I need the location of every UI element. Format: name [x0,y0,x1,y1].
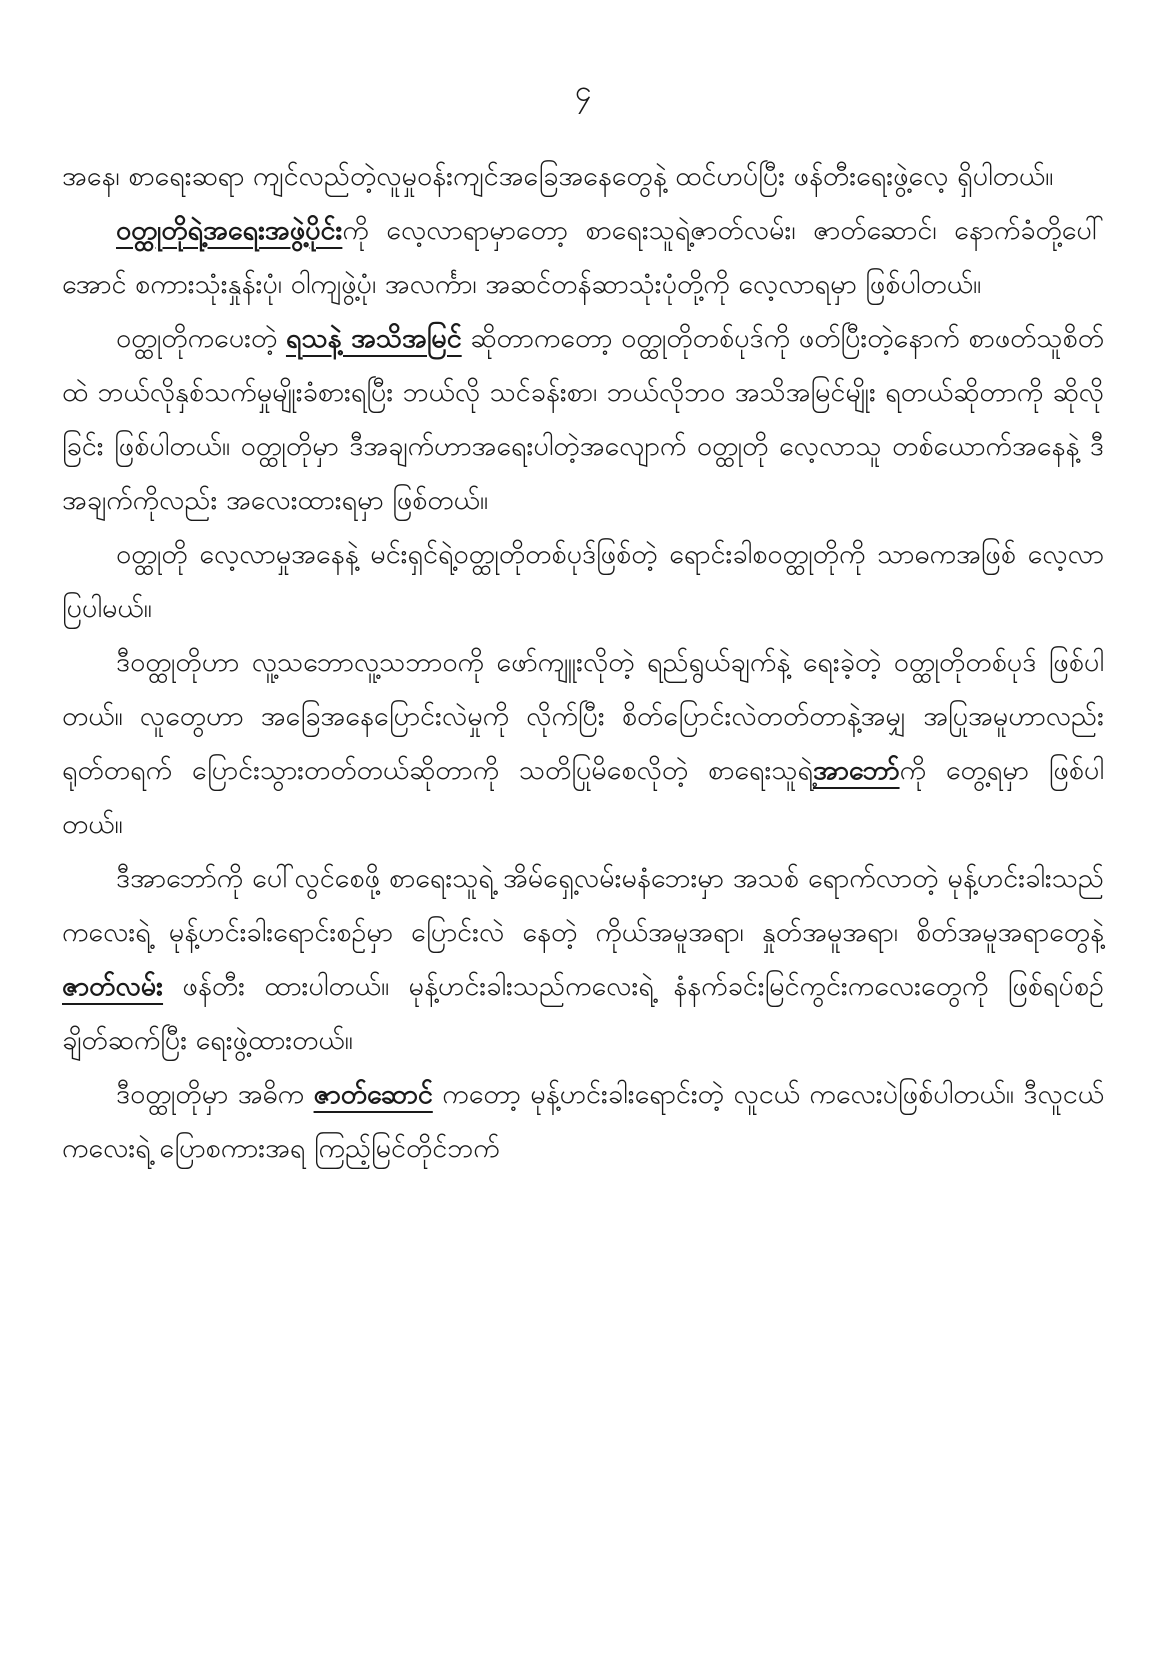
text-run: ဒီဝတ္ထုတိုမှာ အဓိက [116,1079,314,1110]
body-text [62,150,1104,1176]
text-run: ကို လေ့လာရာမှာတော့ စာရေးသူရဲ့ဇာတ်လမ်း၊ ဇာတ်ဆောင်၊ နောက်ခံတို့ပေါ်အောင် စကားသုံးနှုန်းပုံ၊ ဝါကျဖွဲ့ပုံ၊ အလင်္ကာ၊ အဆင်တန်ဆာသုံးပုံတို့ကို လေ့လာရမှာ ဖြစ်ပါတယ်။ [62,215,1104,300]
text-run: ဝတ္ထုတိုကပေးတဲ့ [116,323,286,354]
emphasized-term: ဝတ္ထုတိုရဲ့အရေးအဖွဲ့ပိုင်း [116,215,343,246]
text-run: ဝတ္ထုတို လေ့လာမှုအနေနဲ့ မင်းရှင်ရဲ့ဝတ္ထုတိုတစ်ပုဒ်ဖြစ်တဲ့ ရောင်းခါစဝတ္ထုတိုကို သာဓကအဖြစ် လေ့လာပြပါမယ်။ [62,539,1104,624]
emphasized-term: အာဘော် [812,755,900,786]
text-run: ဒီဝတ္ထုတိုဟာ လူ့သဘောလူ့သဘာဝကို ဖော်ကျူးလိုတဲ့ ရည်ရွယ်ချက်နဲ့ ရေးခဲ့တဲ့ ဝတ္ထုတိုတစ်ပုဒ် ဖြစ်ပါတယ်။ လူတွေဟာ အခြေအနေပြောင်းလဲမှုကို လိုက်ပြီး စိတ်ပြောင်းလဲတတ်တာနဲ့အမျှ အပြုအမူဟာလည်း ရုတ်တရက် ပြောင်းသွားတတ်တယ်ဆိုတာကို သတိပြုမိစေလိုတဲ့ စာရေးသူရဲ့ [62,647,1104,786]
text-run: ဖန်တီး ထားပါတယ်။ မုန့်ဟင်းခါးသည်ကလေးရဲ့ နံနက်ခင်းမြင်ကွင်းကလေးတွေကို ဖြစ်ရပ်စဉ်ချိတ်ဆက်ပြီး ရေးဖွဲ့ထားတယ်။ [62,971,1104,1056]
text-run: ကတော့ မုန့်ဟင်းခါးရောင်းတဲ့ လူငယ် ကလေးပဲဖြစ်ပါတယ်။ ဒီလူငယ်ကလေးရဲ့ ပြောစကားအရ ကြည့်မြင်တိုင်ဘက် [62,1079,1104,1164]
paragraph [62,636,1104,852]
text-run: အနေ၊ စာရေးဆရာ ကျင်လည်တဲ့လူမှုဝန်းကျင်အခြေအနေတွေနဲ့ ထင်ဟပ်ပြီး ဖန်တီးရေးဖွဲ့လေ့ ရှိပါတယ်။ [62,161,1054,192]
paragraph [62,150,1104,204]
emphasized-term: ရသနဲ့ အသိအမြင် [285,323,462,354]
text-run: ကို တွေ့ရမှာ ဖြစ်ပါတယ်။ [62,755,1105,840]
emphasized-term: ဇာတ်လမ်း [62,971,164,1002]
emphasized-term: ဇာတ်ဆောင် [313,1079,433,1110]
paragraph [62,1068,1104,1176]
text-run: ဒီအာဘော်ကို ပေါ်လွင်စေဖို့ စာရေးသူရဲ့ အိမ်ရှေ့လမ်းမနံဘေးမှာ အသစ် ရောက်လာတဲ့ မုန့်ဟင်းခါးသည်ကလေးရဲ့ မုန့်ဟင်းခါးရောင်းစဉ်မှာ ပြောင်းလဲ နေတဲ့ ကိုယ်အမူအရာ၊ နှုတ်အမူအရာ၊ စိတ်အမူအရာတွေနဲ့ [62,863,1104,948]
paragraph [62,204,1104,312]
paragraph [62,852,1104,1068]
text-run: ဆိုတာကတော့ ဝတ္ထုတိုတစ်ပုဒ်ကို ဖတ်ပြီးတဲ့နောက် စာဖတ်သူစိတ်ထဲ ဘယ်လိုနှစ်သက်မှုမျိုးခံစားရပြီး ဘယ်လို သင်ခန်းစာ၊ ဘယ်လိုဘဝ အသိအမြင်မျိုး ရတယ်ဆိုတာကို ဆိုလိုခြင်း ဖြစ်ပါတယ်။ ဝတ္ထုတိုမှာ ဒီအချက်ဟာအရေးပါတဲ့အလျောက် ဝတ္ထုတို လေ့လာသူ တစ်ယောက်အနေနဲ့ ဒီအချက်ကိုလည်း အလေးထားရမှာ ဖြစ်တယ်။ [62,323,1105,516]
paragraph [62,528,1104,636]
page-number: ၄ [574,74,592,109]
paragraph [62,312,1104,528]
